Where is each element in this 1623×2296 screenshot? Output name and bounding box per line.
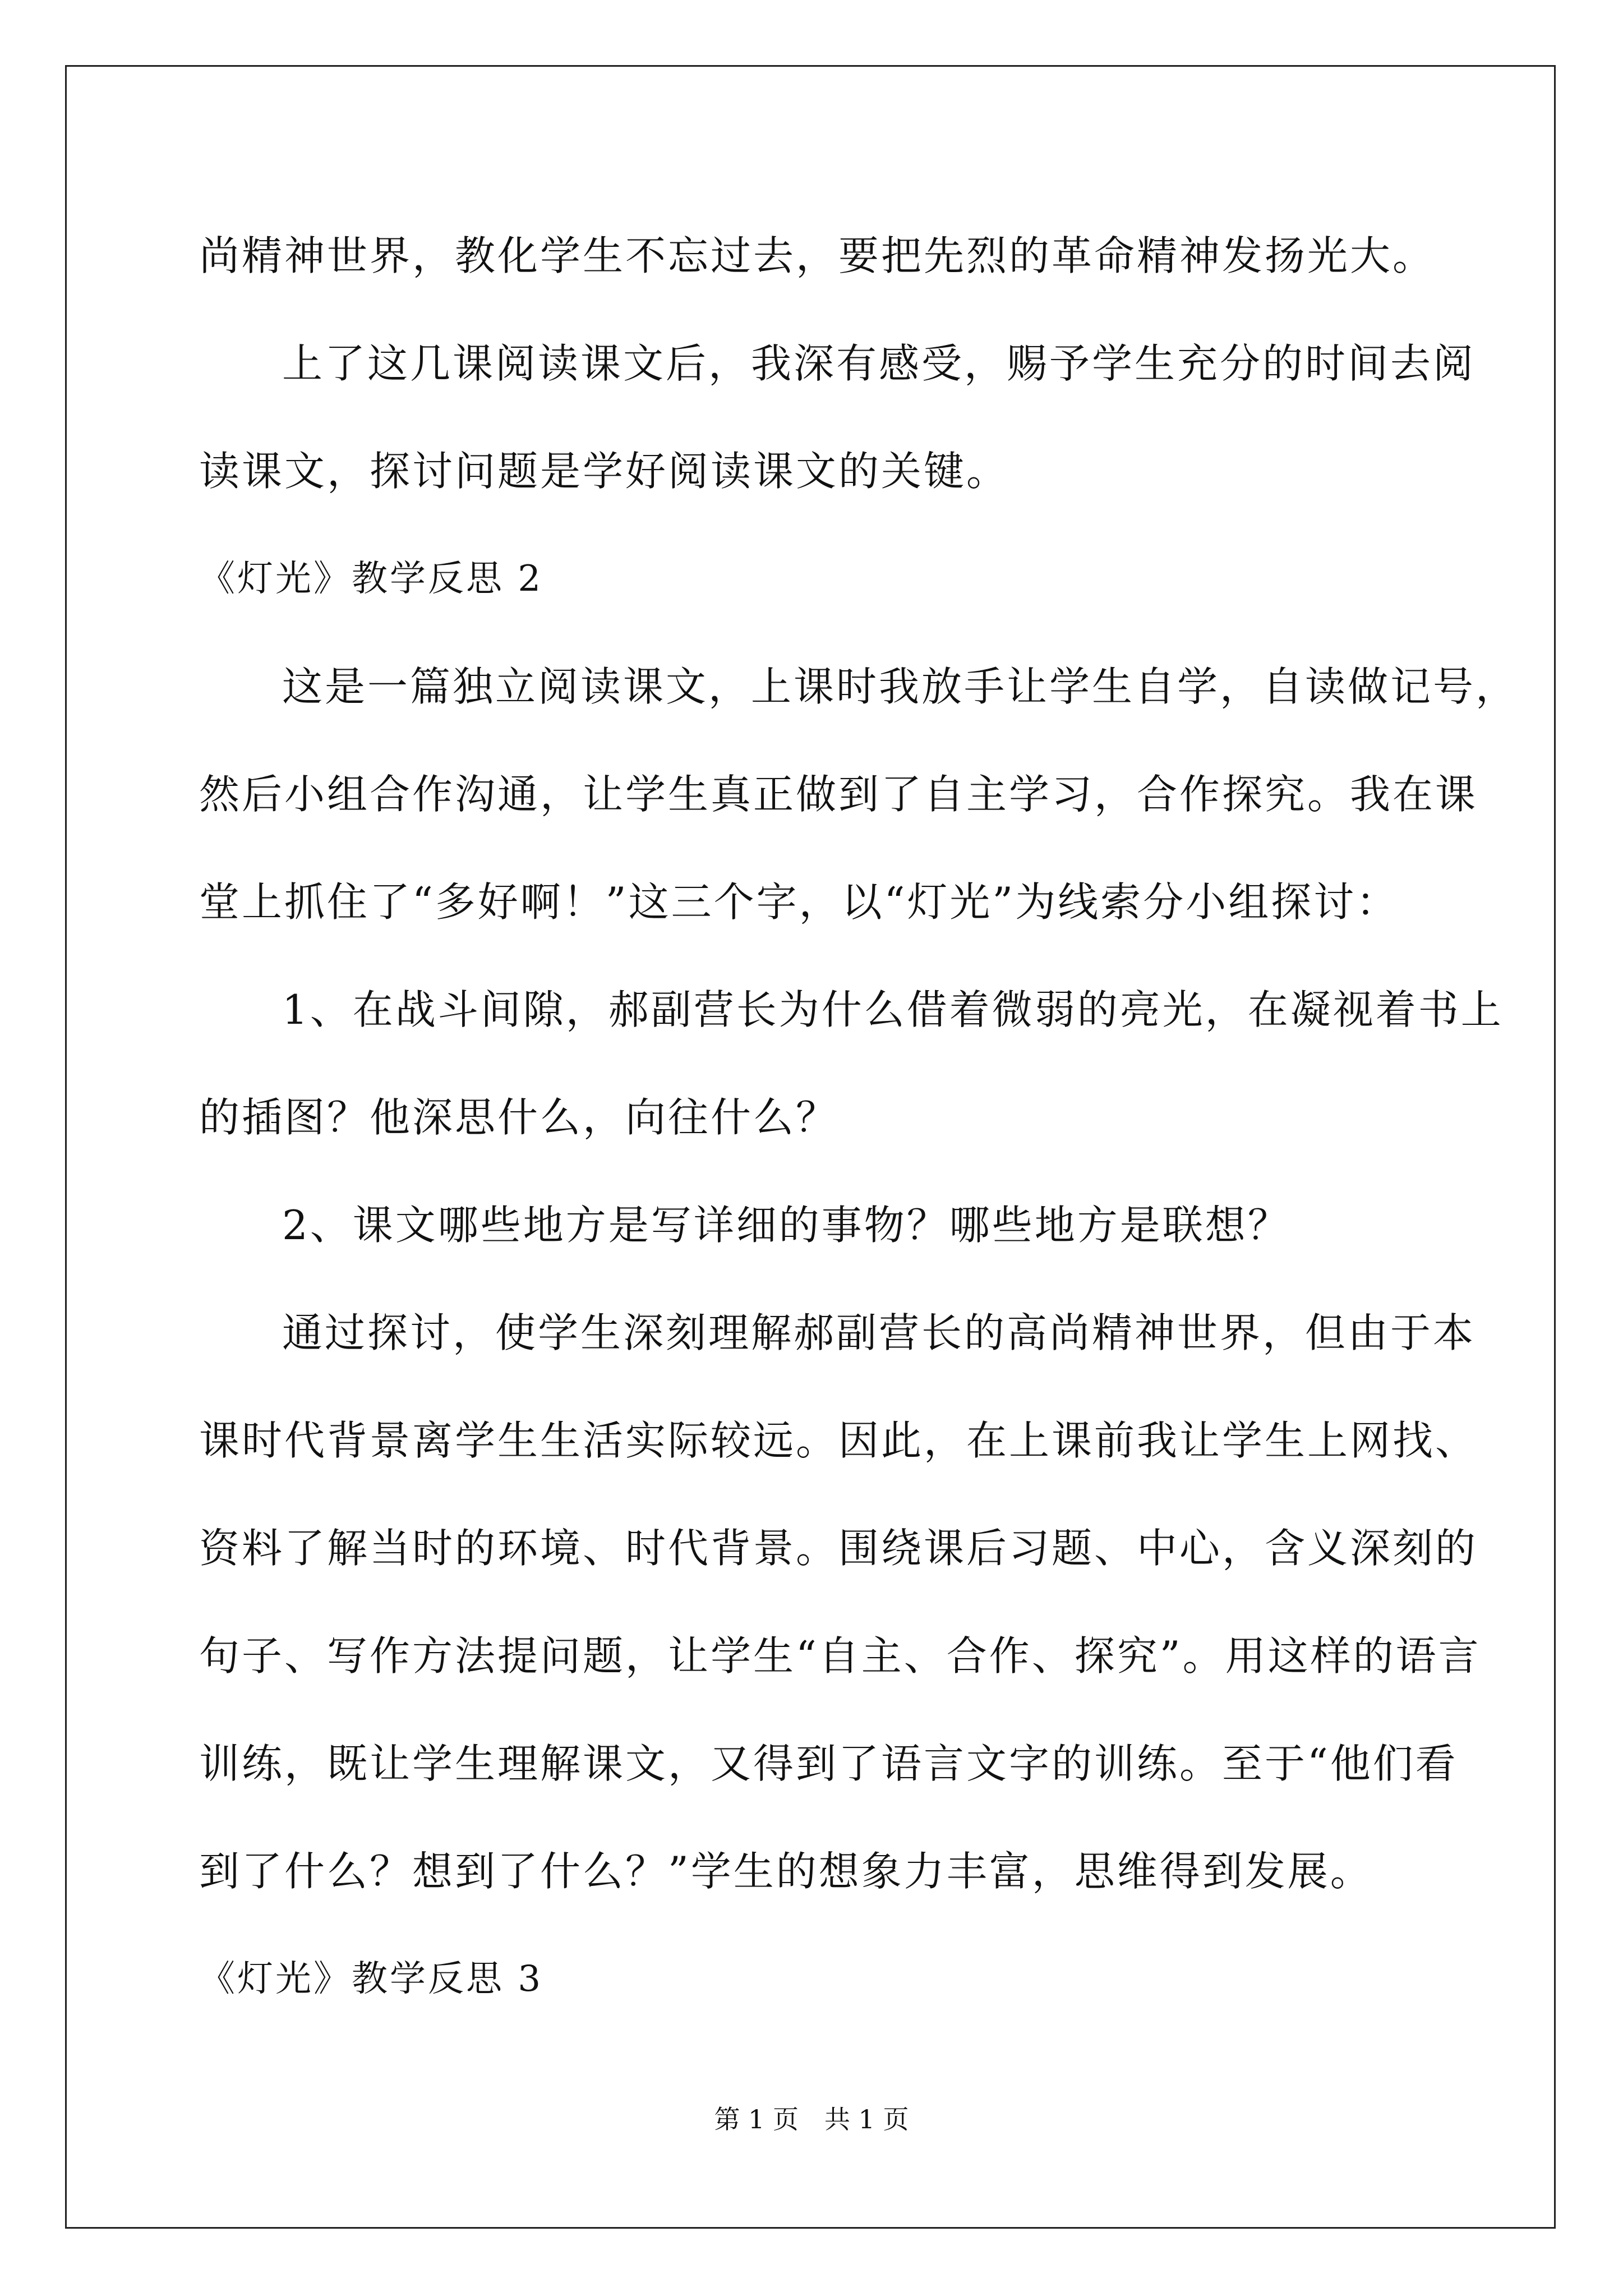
paragraph-line: 到了什么？想到了什么？”学生的想象力丰富，思维得到发展。 <box>199 1848 1373 1895</box>
paragraph-line: 然后小组合作沟通，让学生真正做到了自主学习，合作探究。我在课 <box>199 771 1478 818</box>
section-heading-2: 《灯光》教学反思 2 <box>199 558 543 600</box>
paragraph-line: 上了这几课阅读课文后，我深有感受，赐予学生充分的时间去阅 <box>282 340 1476 387</box>
paragraph-line: 通过探讨，使学生深刻理解郝副营长的高尚精神世界，但由于本 <box>282 1309 1476 1356</box>
document-body <box>199 202 1519 2033</box>
paragraph-line: 读课文，探讨问题是学好阅读课文的关键。 <box>199 448 1009 495</box>
paragraph-line: 尚精神世界，教化学生不忘过去，要把先烈的革命精神发扬光大。 <box>199 232 1436 279</box>
list-item-2: 2、课文哪些地方是写详细的事物？哪些地方是联想？ <box>282 1202 1290 1249</box>
paragraph-line: 资料了解当时的环境、时代背景。围绕课后习题、中心，含义深刻的 <box>199 1525 1478 1572</box>
paragraph-line: 训练，既让学生理解课文，又得到了语言文字的训练。至于“他们看 <box>199 1740 1458 1787</box>
paragraph-line: 课时代背景离学生生活实际较远。因此，在上课前我让学生上网找、 <box>199 1417 1478 1464</box>
paragraph-line: 的插图？他深思什么，向往什么？ <box>199 1094 839 1141</box>
page-number-footer: 第 1 页 共 1 页 <box>714 2104 909 2134</box>
paragraph-line: 堂上抓住了“多好啊！”这三个字，以“灯光”为线索分小组探讨： <box>199 878 1399 926</box>
section-heading-3: 《灯光》教学反思 3 <box>199 1958 543 2000</box>
list-item-1: 1、在战斗间隙，郝副营长为什么借着微弱的亮光，在凝视着书上 <box>282 986 1504 1033</box>
paragraph-line: 这是一篇独立阅读课文，上课时我放手让学生自学，自读做记号， <box>282 663 1519 710</box>
paragraph-line: 句子、写作方法提问题，让学生“自主、合作、探究”。用这样的语言 <box>199 1632 1481 1680</box>
